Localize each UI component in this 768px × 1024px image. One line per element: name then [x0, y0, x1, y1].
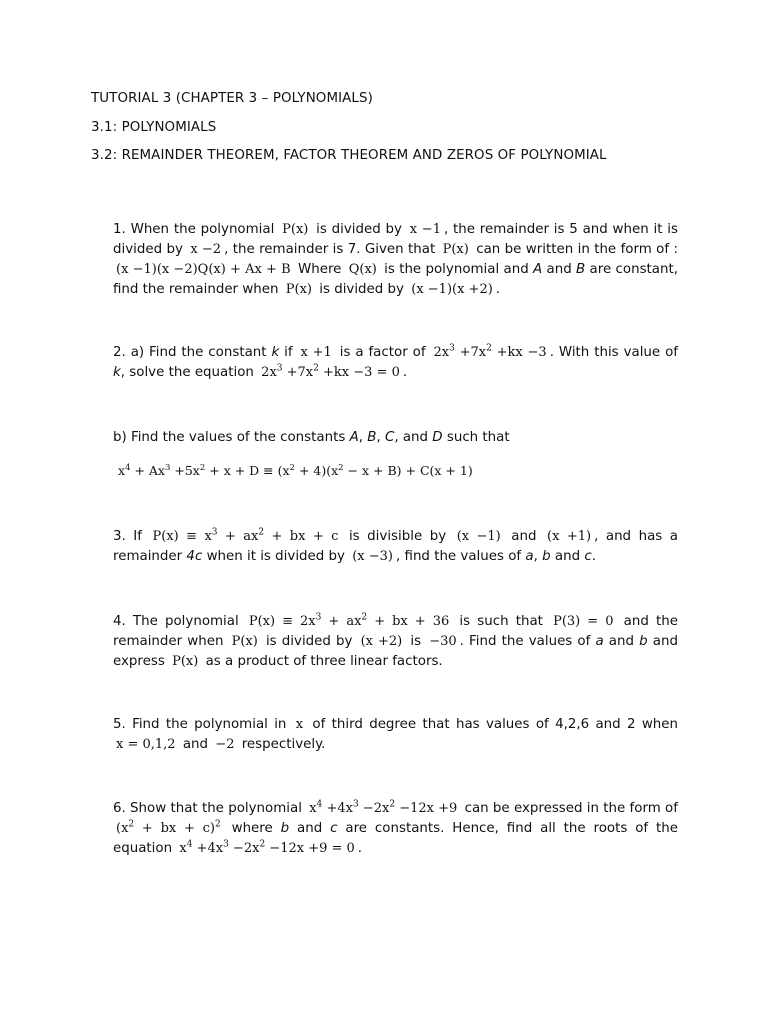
text-fragment: 3. If — [113, 529, 150, 544]
question-6 — [113, 799, 678, 859]
italic-variable: A — [533, 262, 543, 277]
math-exponent: 2 — [289, 462, 295, 473]
math-expression: x +1 — [300, 345, 332, 360]
text-fragment: is a factor of — [334, 345, 431, 360]
text-fragment: x — [309, 801, 317, 816]
math-expression: −2 — [215, 737, 235, 752]
text-fragment: + bx + c — [264, 529, 339, 544]
text-fragment: + x + D ≡ (x — [205, 463, 290, 478]
question-2b — [113, 428, 678, 481]
math-expression: (x +1) — [547, 529, 592, 544]
question-2b-identity — [118, 461, 678, 481]
italic-variable: a — [525, 549, 534, 564]
text-fragment: . — [357, 841, 363, 856]
math-expression: P(x) — [231, 634, 258, 649]
text-fragment: and — [542, 262, 577, 277]
text-fragment: is divided by — [311, 222, 407, 237]
question-2a-text — [113, 343, 678, 383]
italic-variable: k — [113, 365, 121, 380]
text-fragment: are constant, find the remainder when — [113, 262, 678, 297]
text-fragment: , — [358, 430, 368, 445]
text-fragment: 6. Show that the polynomial — [113, 801, 307, 816]
math-exponent: 2 — [361, 612, 368, 623]
text-fragment: , the remainder is 7. Given that — [224, 242, 440, 257]
text-fragment: + bx + c) — [134, 821, 215, 836]
text-fragment: . — [402, 365, 408, 380]
question-6-text — [113, 799, 678, 859]
question-2b-text — [113, 428, 678, 448]
italic-variable: 4c — [186, 549, 203, 564]
italic-variable: A — [349, 430, 359, 445]
text-fragment: of third degree that has values of 4,2,6 and 2 when — [306, 717, 678, 732]
text-fragment: 4. The polynomial — [113, 614, 246, 629]
text-fragment: can be written in the form of : — [471, 242, 678, 257]
italic-variable: B — [576, 262, 586, 277]
question-3 — [113, 527, 678, 567]
math-exponent: 2 — [313, 363, 319, 374]
text-fragment: are constants. Hence, find all the roots of the equation — [113, 821, 678, 856]
math-expression — [176, 841, 357, 856]
question-2a — [113, 343, 678, 383]
text-fragment: can be expressed in the form of — [460, 801, 678, 816]
text-fragment: is the polynomial and — [379, 262, 534, 277]
text-fragment: and — [178, 737, 213, 752]
text-fragment: and the remainder when — [113, 614, 678, 649]
text-fragment: is divided by — [314, 282, 409, 297]
text-fragment: and — [289, 821, 331, 836]
math-expression: (x −3) — [352, 549, 393, 564]
math-exponent: 2 — [258, 527, 265, 538]
text-fragment: , the remainder is 5 and when it is divided by — [113, 222, 678, 257]
text-fragment: +kx −3 = 0 — [318, 365, 400, 380]
math-expression — [113, 821, 224, 836]
math-exponent: 2 — [389, 799, 396, 810]
italic-variable: B — [367, 430, 377, 445]
italic-variable: c — [330, 821, 338, 836]
text-fragment: +4x — [322, 801, 353, 816]
math-expression: (x −1) — [456, 529, 501, 544]
section-heading-3-2: 3.2: REMAINDER THEOREM, FACTOR THEOREM AND ZEROS OF POLYNOMIAL — [91, 148, 607, 163]
math-expression: −30 — [429, 634, 457, 649]
text-fragment: when it is divided by — [202, 549, 350, 564]
section-heading-3-1: 3.1: POLYNOMIALS — [91, 120, 217, 135]
italic-variable: k — [271, 345, 280, 360]
text-fragment: , — [533, 549, 543, 564]
text-fragment: , and has a remainder — [113, 529, 679, 564]
question-5-text — [113, 715, 678, 755]
math-expression: Q(x) — [348, 262, 377, 277]
text-fragment: 2x — [433, 345, 450, 360]
text-fragment: b) Find the values of the constants — [113, 430, 350, 445]
text-fragment: 2x — [261, 365, 277, 380]
text-fragment: + 4)(x — [294, 463, 339, 478]
math-expression: (x −1)(x +2) — [411, 282, 493, 297]
math-expression — [430, 345, 549, 360]
text-fragment: +kx −3 — [491, 345, 547, 360]
text-fragment: such that — [442, 430, 510, 445]
math-exponent: 2 — [338, 462, 344, 473]
document-title: TUTORIAL 3 (CHAPTER 3 – POLYNOMIALS) — [91, 91, 373, 106]
math-exponent: 4 — [316, 799, 323, 810]
text-fragment: and — [503, 529, 545, 544]
text-fragment: . — [495, 282, 501, 297]
math-expression: x = 0,1,2 — [116, 737, 176, 752]
math-expression — [246, 614, 452, 629]
math-expression: P(3) = 0 — [553, 614, 614, 629]
math-expression: P(x) — [172, 654, 199, 669]
text-fragment: −2x — [228, 841, 260, 856]
text-fragment: (x — [116, 821, 129, 836]
math-exponent: 4 — [186, 839, 193, 850]
question-1-text — [113, 220, 678, 300]
text-fragment: + ax — [217, 529, 259, 544]
math-expression: P(x) — [442, 242, 469, 257]
text-fragment: is — [405, 634, 427, 649]
question-1 — [113, 220, 678, 300]
italic-variable: b — [542, 549, 551, 564]
question-5 — [113, 715, 678, 755]
question-4 — [113, 612, 678, 672]
italic-variable: a — [595, 634, 604, 649]
text-fragment: is divisible by — [341, 529, 454, 544]
math-exponent: 2 — [128, 819, 135, 830]
math-expression — [306, 801, 460, 816]
text-fragment: 2. a) Find the constant — [113, 345, 272, 360]
text-fragment: . With this value of — [549, 345, 678, 360]
math-expression: P(x) — [285, 282, 312, 297]
text-fragment: −2x — [358, 801, 390, 816]
text-fragment: 5. Find the polynomial in — [113, 717, 293, 732]
italic-variable: b — [280, 821, 290, 836]
math-expression: P(x) — [282, 222, 309, 237]
math-expression — [150, 529, 342, 544]
italic-variable: c — [584, 549, 592, 564]
math-exponent: 3 — [352, 799, 359, 810]
text-fragment: and — [550, 549, 585, 564]
text-fragment: 1. When the polynomial — [113, 222, 280, 237]
text-fragment: , solve the equation — [120, 365, 259, 380]
math-exponent: 4 — [125, 462, 131, 473]
text-fragment: +5x — [170, 463, 200, 478]
text-fragment: P(x) ≡ 2x — [248, 614, 316, 629]
math-exponent: 3 — [211, 527, 218, 538]
text-fragment: . — [591, 549, 596, 564]
math-expression: x — [295, 717, 304, 732]
text-fragment: respectively. — [237, 737, 326, 752]
math-exponent: 3 — [164, 462, 171, 473]
text-fragment: , and — [394, 430, 433, 445]
question-4-text — [113, 612, 678, 672]
math-expression: x −2 — [190, 242, 222, 257]
text-fragment: − x + B) + C(x + 1) — [343, 463, 473, 478]
text-fragment: x — [179, 841, 187, 856]
math-exponent: 2 — [215, 819, 221, 830]
italic-variable: b — [639, 634, 648, 649]
text-fragment: if — [279, 345, 298, 360]
text-fragment: . Find the values of — [459, 634, 596, 649]
math-expression: (x −1)(x −2)Q(x) + Ax + B — [116, 262, 291, 277]
italic-variable: C — [384, 430, 395, 445]
math-exponent: 3 — [276, 363, 283, 374]
math-exponent: 3 — [315, 612, 322, 623]
text-fragment: , — [376, 430, 385, 445]
text-fragment: + Ax — [130, 463, 165, 478]
text-fragment: where — [223, 821, 281, 836]
text-fragment: + bx + 36 — [367, 614, 450, 629]
text-fragment: , find the values of — [396, 549, 526, 564]
question-3-text — [113, 527, 678, 567]
math-exponent: 2 — [199, 462, 206, 473]
text-fragment: and — [603, 634, 640, 649]
text-fragment: x — [118, 463, 126, 478]
text-fragment: + ax — [321, 614, 362, 629]
text-fragment: P(x) ≡ x — [152, 529, 212, 544]
text-fragment: as a product of three linear factors. — [201, 654, 443, 669]
text-fragment: and express — [113, 634, 678, 669]
math-exponent: 2 — [486, 343, 492, 354]
math-exponent: 3 — [449, 343, 455, 354]
text-fragment: is divided by — [260, 634, 358, 649]
text-fragment: +7x — [282, 365, 314, 380]
italic-variable: D — [432, 430, 443, 445]
math-exponent: 3 — [223, 839, 229, 850]
math-exponent: 2 — [259, 839, 266, 850]
math-expression — [258, 365, 403, 380]
text-fragment: −12x +9 = 0 — [265, 841, 355, 856]
math-expression: (x +2) — [360, 634, 403, 649]
text-fragment: −12x +9 — [395, 801, 458, 816]
text-fragment: +4x — [192, 841, 224, 856]
text-fragment: +7x — [454, 345, 487, 360]
math-expression: x −1 — [409, 222, 441, 237]
text-fragment: Where — [293, 262, 346, 277]
text-fragment: is such that — [452, 614, 551, 629]
